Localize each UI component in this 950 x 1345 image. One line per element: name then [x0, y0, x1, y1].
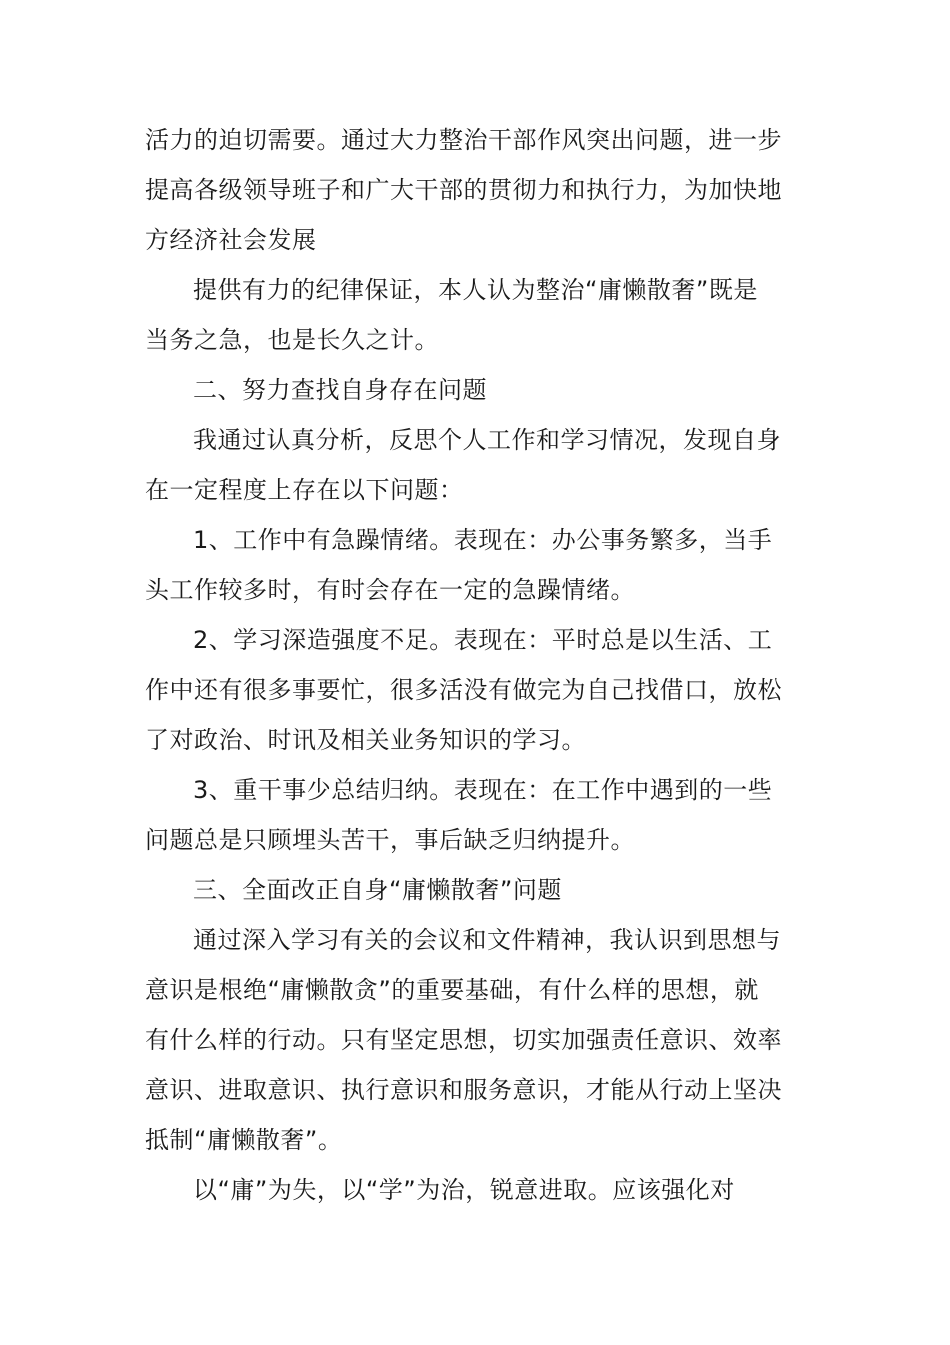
text-line: 以“庸”为失，以“学”为治，锐意进取。应该强化对: [193, 1176, 735, 1204]
text-line: 有什么样的行动。只有坚定思想，切实加强责任意识、效率: [145, 1026, 782, 1054]
problem-item-2: [145, 615, 782, 765]
paragraph-2: [145, 265, 758, 365]
text-line: 当务之急，也是长久之计。: [145, 326, 439, 354]
text-line: 提供有力的纪律保证，本人认为整治“庸懒散奢”既是: [193, 276, 758, 304]
section-heading-3: [145, 865, 745, 915]
text-line: 我通过认真分析，反思个人工作和学习情况，发现自身: [193, 426, 781, 454]
text-line: 提高各级领导班子和广大干部的贯彻力和执行力，为加快地: [145, 176, 782, 204]
text-line: 问题总是只顾埋头苦干，事后缺乏归纳提升。: [145, 826, 635, 854]
heading-text: 三、全面改正自身“庸懒散奢”问题: [193, 876, 562, 904]
text-line: 意识、进取意识、执行意识和服务意识，才能从行动上坚决: [145, 1076, 782, 1104]
text-line: 方经济社会发展: [145, 226, 317, 254]
text-line: 在一定程度上存在以下问题：: [145, 476, 464, 504]
text-line: 头工作较多时，有时会存在一定的急躁情绪。: [145, 576, 635, 604]
text-line: 抵制“庸懒散奢”。: [145, 1126, 343, 1154]
text-line: 意识是根绝“庸懒散贪”的重要基础，有什么样的思想，就: [145, 976, 759, 1004]
text-line: 3、重干事少总结归纳。表现在：在工作中遇到的一些: [193, 776, 773, 804]
text-line: 2、学习深造强度不足。表现在：平时总是以生活、工: [193, 626, 773, 654]
section-heading-2: [145, 365, 745, 415]
problem-item-3: [145, 765, 773, 865]
paragraph-9: [145, 915, 782, 1165]
text-line: 1、工作中有急躁情绪。表现在：办公事务繁多，当手: [193, 526, 773, 554]
text-line: 了对政治、时讯及相关业务知识的学习。: [145, 726, 586, 754]
text-line: 作中还有很多事要忙，很多活没有做完为自己找借口，放松: [145, 676, 782, 704]
paragraph-4: [145, 415, 781, 515]
document-body: [145, 115, 782, 1215]
text-line: 通过深入学习有关的会议和文件精神，我认识到思想与: [193, 926, 781, 954]
problem-item-1: [145, 515, 773, 615]
text-line: 活力的迫切需要。通过大力整治干部作风突出问题，进一步: [145, 126, 782, 154]
paragraph-10: [145, 1165, 745, 1215]
heading-text: 二、努力查找自身存在问题: [193, 376, 487, 404]
paragraph-1: [145, 115, 782, 265]
